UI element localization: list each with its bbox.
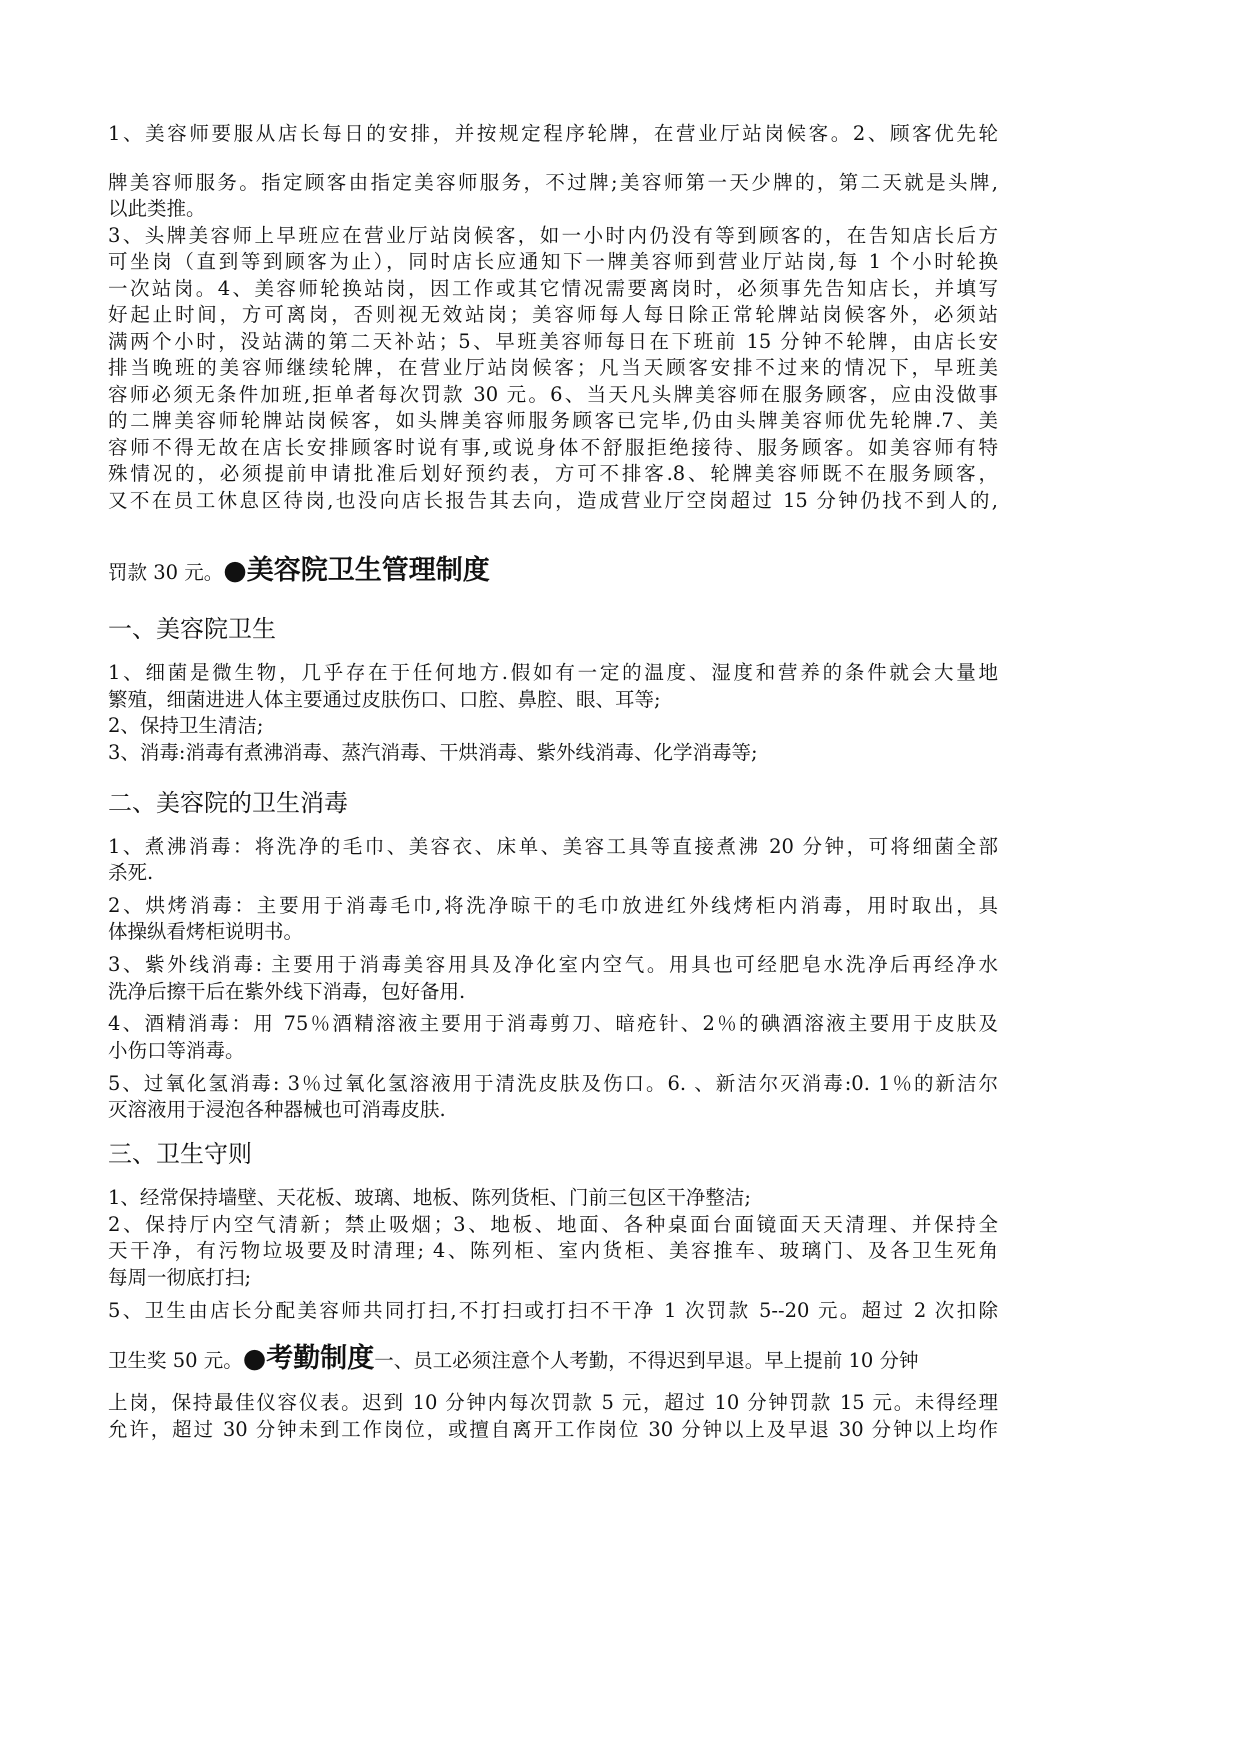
section-heading: 一、美容院卫生 (108, 615, 276, 643)
paragraph-line: 洗净后擦干后在紫外线下消毒，包好备用. (108, 980, 466, 1003)
hygiene-section-title: ●美容院卫生管理制度 (223, 555, 490, 586)
paragraph-line: 一次站岗。4、美容师轮换站岗，因工作或其它情况需要离岗时，必须事先告知店长，并填写 (108, 277, 998, 300)
attendance-title-line (108, 1344, 919, 1376)
paragraph-line: 好起止时间，方可离岗，否则视无效站岗；美容师每人每日除正常轮牌站岗候客外，必须站 (108, 303, 998, 326)
paragraph-line: 每周一彻底打扫; (108, 1266, 252, 1289)
paragraph-line: 排当晚班的美容师继续轮牌，在营业厅站岗候客；凡当天顾客安排不过来的情况下，早班美 (108, 356, 998, 379)
paragraph-line: 小伤口等消毒。 (108, 1039, 245, 1062)
paragraph-line: 以此类推。 (108, 197, 206, 220)
paragraph-line: 1、煮沸消毒：将洗净的毛巾、美容衣、床单、美容工具等直接煮沸 20 分钟，可将细菌全部 (108, 835, 998, 858)
paragraph-line: 可坐岗（直到等到顾客为止），同时店长应通知下一牌美容师到营业厅站岗,每 1 个小时轮换 (108, 250, 998, 273)
paragraph-line: 的二牌美容师轮牌站岗候客，如头牌美容师服务顾客已完毕,仍由头牌美容师优先轮牌.7、美 (108, 409, 998, 432)
attendance-first-text: 一、员工必须注意个人考勤，不得迟到早退。早上提前 10 分钟 (374, 1349, 919, 1372)
paragraph-line: 1、经常保持墙壁、天花板、玻璃、地板、陈列货柜、门前三包区干净整洁; (108, 1186, 751, 1209)
paragraph-line: 3、消毒:消毒有煮沸消毒、蒸汽消毒、干烘消毒、紫外线消毒、化学消毒等; (108, 741, 758, 764)
paragraph-line: 满两个小时，没站满的第二天补站；5、早班美容师每日在下班前 15 分钟不轮牌，由店长安 (108, 330, 998, 353)
section-heading: 二、美容院的卫生消毒 (108, 789, 348, 817)
hygiene-title-line (108, 556, 490, 588)
paragraph-line: 5、卫生由店长分配美容师共同打扫,不打扫或打扫不干净 1 次罚款 5--20 元。超过 2 次扣除 (108, 1299, 998, 1322)
paragraph-line: 上岗，保持最佳仪容仪表。迟到 10 分钟内每次罚款 5 元，超过 10 分钟罚款 15 元。未得经理 (108, 1391, 998, 1414)
paragraph-line: 天干净，有污物垃圾要及时清理; 4、陈列柜、室内货柜、美容推车、玻璃门、及各卫生死角 (108, 1239, 998, 1262)
paragraph-line: 殊情况的，必须提前申请批准后划好预约表，方可不排客.8、轮牌美容师既不在服务顾客， (108, 462, 998, 485)
attendance-section-title: ●考勤制度 (242, 1343, 375, 1374)
paragraph-line: 体操纵看烤柜说明书。 (108, 920, 304, 943)
paragraph-line: 牌美容师服务。指定顾客由指定美容师服务，不过牌;美容师第一天少牌的，第二天就是头牌, (108, 171, 998, 194)
paragraph-line: 5、过氧化氢消毒: 3％过氧化氢溶液用于清洗皮肤及伤口。6. 、新洁尔灭消毒:0. 1％的新洁尔 (108, 1072, 998, 1095)
paragraph-line: 1、细菌是微生物，几乎存在于任何地方.假如有一定的温度、湿度和营养的条件就会大量地 (108, 661, 998, 684)
paragraph-line: 繁殖，细菌进进人体主要通过皮肤伤口、口腔、鼻腔、眼、耳等; (108, 688, 661, 711)
paragraph-line: 2、保持卫生清洁; (108, 714, 264, 737)
paragraph-line: 3、头牌美容师上早班应在营业厅站岗候客，如一小时内仍没有等到顾客的，在告知店长后方 (108, 224, 998, 247)
paragraph-line: 容师不得无故在店长安排顾客时说有事,或说身体不舒服拒绝接待、服务顾客。如美容师有特 (108, 436, 998, 459)
paragraph-line: 1、美容师要服从店长每日的安排，并按规定程序轮牌，在营业厅站岗候客。2、顾客优先轮 (108, 122, 998, 145)
paragraph-line: 2、保持厅内空气清新；禁止吸烟；3、地板、地面、各种桌面台面镜面天天清理、并保持全 (108, 1213, 998, 1236)
fine-text: 罚款 30 元。 (108, 561, 224, 584)
paragraph-line: 允许，超过 30 分钟未到工作岗位，或擅自离开工作岗位 30 分钟以上及早退 30 分钟以上均作 (108, 1418, 998, 1441)
award-text: 卫生奖 50 元。 (108, 1349, 243, 1372)
paragraph-line: 4、酒精消毒：用 75％酒精溶液主要用于消毒剪刀、暗疮针、2％的碘酒溶液主要用于皮肤及 (108, 1012, 998, 1035)
paragraph-line: 3、紫外线消毒: 主要用于消毒美容用具及净化室内空气。用具也可经肥皂水洗净后再经净水 (108, 953, 998, 976)
paragraph-line: 杀死. (108, 861, 154, 884)
paragraph-line: 容师必须无条件加班,拒单者每次罚款 30 元。6、当天凡头牌美容师在服务顾客，应由没做事 (108, 383, 998, 406)
paragraph-line: 2、烘烤消毒：主要用于消毒毛巾,将洗净晾干的毛巾放进红外线烤柜内消毒，用时取出，具 (108, 894, 998, 917)
section-heading: 三、卫生守则 (108, 1140, 252, 1168)
paragraph-line: 又不在员工休息区待岗,也没向店长报告其去向，造成营业厅空岗超过 15 分钟仍找不到人的, (108, 489, 998, 512)
paragraph-line: 灭溶液用于浸泡各种器械也可消毒皮肤. (108, 1098, 446, 1121)
